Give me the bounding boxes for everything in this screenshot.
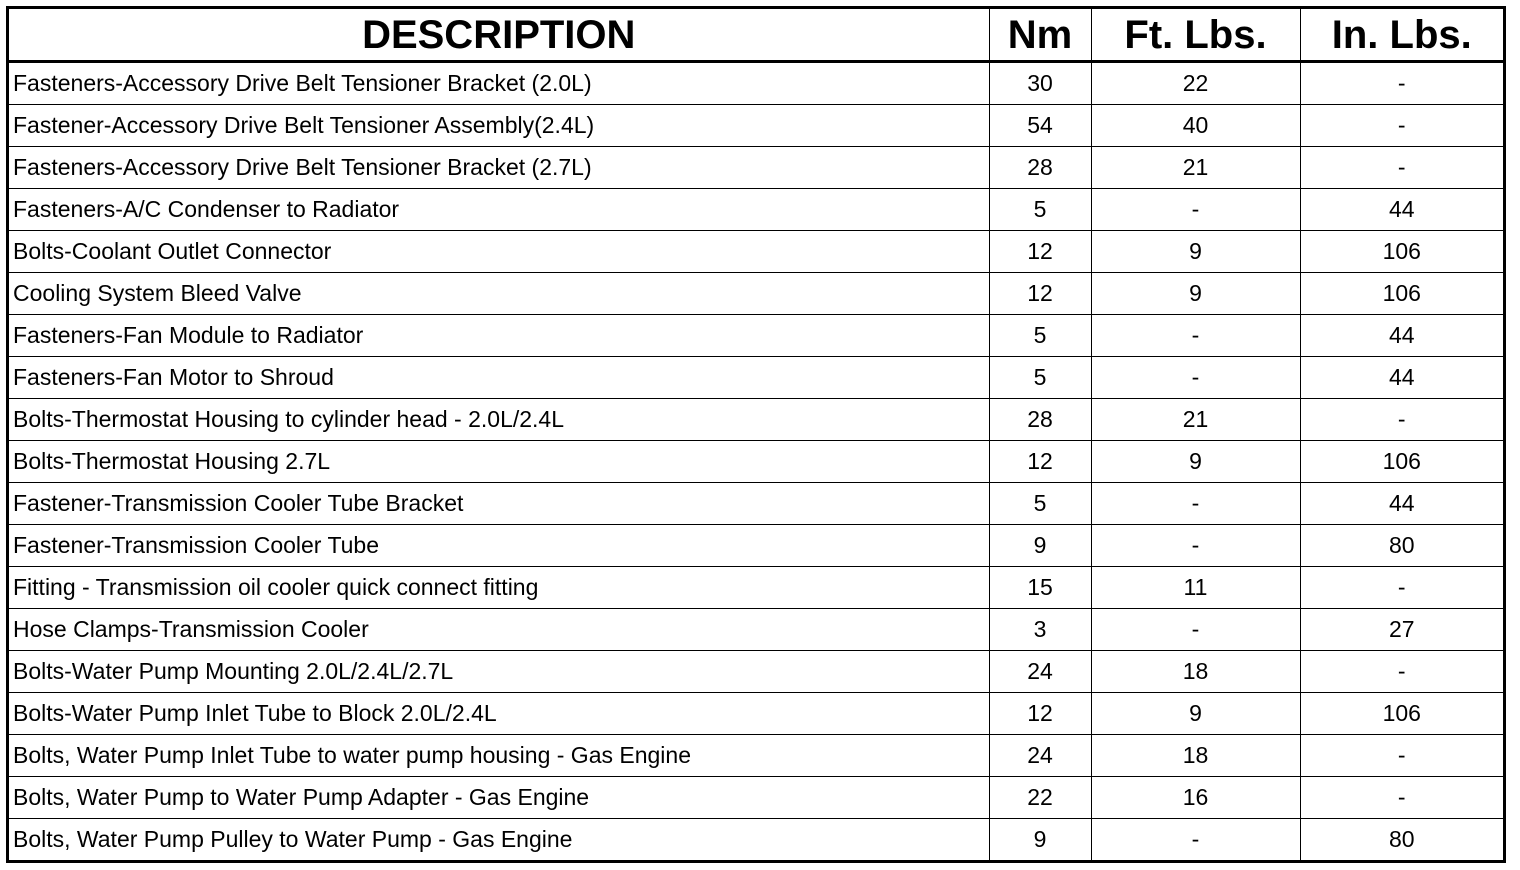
cell-in-lbs: 106 <box>1300 273 1503 315</box>
cell-ft-lbs: 9 <box>1091 273 1300 315</box>
table-row <box>9 609 1503 651</box>
cell-ft-lbs: - <box>1091 525 1300 567</box>
cell-nm: 5 <box>989 483 1091 525</box>
cell-nm: 54 <box>989 105 1091 147</box>
cell-ft-lbs: 11 <box>1091 567 1300 609</box>
table-row <box>9 189 1503 231</box>
cell-description: Fastener-Transmission Cooler Tube Bracket <box>9 483 989 525</box>
table-row <box>9 315 1503 357</box>
cell-nm: 5 <box>989 315 1091 357</box>
table-row <box>9 483 1503 525</box>
table-row <box>9 62 1503 105</box>
cell-description: Fitting - Transmission oil cooler quick connect fitting <box>9 567 989 609</box>
cell-in-lbs: 106 <box>1300 693 1503 735</box>
cell-description: Fastener-Transmission Cooler Tube <box>9 525 989 567</box>
cell-ft-lbs: 21 <box>1091 147 1300 189</box>
cell-ft-lbs: - <box>1091 189 1300 231</box>
cell-ft-lbs: 18 <box>1091 735 1300 777</box>
cell-ft-lbs: - <box>1091 819 1300 861</box>
header-in-lbs: In. Lbs. <box>1300 9 1503 62</box>
cell-description: Bolts-Water Pump Mounting 2.0L/2.4L/2.7L <box>9 651 989 693</box>
cell-nm: 24 <box>989 735 1091 777</box>
table-row <box>9 567 1503 609</box>
cell-in-lbs: 27 <box>1300 609 1503 651</box>
cell-nm: 12 <box>989 693 1091 735</box>
cell-nm: 12 <box>989 231 1091 273</box>
table-row <box>9 147 1503 189</box>
cell-description: Bolts-Thermostat Housing 2.7L <box>9 441 989 483</box>
cell-nm: 24 <box>989 651 1091 693</box>
cell-ft-lbs: - <box>1091 609 1300 651</box>
cell-in-lbs: 44 <box>1300 483 1503 525</box>
cell-description: Fasteners-Fan Motor to Shroud <box>9 357 989 399</box>
table-row <box>9 735 1503 777</box>
table-row <box>9 357 1503 399</box>
cell-nm: 9 <box>989 819 1091 861</box>
cell-in-lbs: - <box>1300 567 1503 609</box>
cell-in-lbs: - <box>1300 105 1503 147</box>
header-row <box>9 9 1503 62</box>
table-row <box>9 441 1503 483</box>
cell-nm: 15 <box>989 567 1091 609</box>
cell-ft-lbs: 18 <box>1091 651 1300 693</box>
cell-ft-lbs: 21 <box>1091 399 1300 441</box>
header-ft-lbs: Ft. Lbs. <box>1091 9 1300 62</box>
cell-ft-lbs: 9 <box>1091 231 1300 273</box>
cell-description: Hose Clamps-Transmission Cooler <box>9 609 989 651</box>
torque-spec-table <box>9 9 1503 860</box>
cell-ft-lbs: 9 <box>1091 441 1300 483</box>
cell-ft-lbs: - <box>1091 483 1300 525</box>
cell-in-lbs: 44 <box>1300 189 1503 231</box>
cell-in-lbs: - <box>1300 777 1503 819</box>
cell-in-lbs: - <box>1300 735 1503 777</box>
table-row <box>9 693 1503 735</box>
table-row <box>9 525 1503 567</box>
cell-description: Bolts-Coolant Outlet Connector <box>9 231 989 273</box>
cell-description: Fasteners-A/C Condenser to Radiator <box>9 189 989 231</box>
cell-description: Bolts-Water Pump Inlet Tube to Block 2.0L/2.4L <box>9 693 989 735</box>
header-description: DESCRIPTION <box>9 9 989 62</box>
cell-description: Bolts-Thermostat Housing to cylinder head - 2.0L/2.4L <box>9 399 989 441</box>
cell-ft-lbs: 16 <box>1091 777 1300 819</box>
cell-ft-lbs: 40 <box>1091 105 1300 147</box>
cell-nm: 9 <box>989 525 1091 567</box>
table-row <box>9 399 1503 441</box>
cell-in-lbs: 80 <box>1300 525 1503 567</box>
cell-nm: 12 <box>989 273 1091 315</box>
table-row <box>9 273 1503 315</box>
cell-description: Fastener-Accessory Drive Belt Tensioner Assembly(2.4L) <box>9 105 989 147</box>
cell-in-lbs: 80 <box>1388 826 1415 852</box>
cell-description: Bolts, Water Pump Pulley to Water Pump - Gas Engine <box>9 819 989 861</box>
cell-nm: 5 <box>989 189 1091 231</box>
table-body <box>9 62 1503 861</box>
cell-ft-lbs: - <box>1091 315 1300 357</box>
cell-in-lbs: 44 <box>1300 315 1503 357</box>
cell-ft-lbs: 22 <box>1091 62 1300 105</box>
cell-in-lbs: - <box>1300 651 1503 693</box>
cell-in-lbs: 106 <box>1300 231 1503 273</box>
torque-spec-sheet <box>6 6 1506 863</box>
cell-in-lbs: 106 <box>1300 441 1503 483</box>
cell-description: Fasteners-Fan Module to Radiator <box>9 315 989 357</box>
cell-in-lbs: - <box>1300 399 1503 441</box>
cell-ft-lbs: - <box>1091 357 1300 399</box>
cell-nm: 28 <box>989 399 1091 441</box>
cell-nm: 3 <box>989 609 1091 651</box>
cell-in-lbs: 44 <box>1300 357 1503 399</box>
table-row <box>9 231 1503 273</box>
cell-description: Fasteners-Accessory Drive Belt Tensioner Bracket (2.7L) <box>9 147 989 189</box>
cell-ft-lbs: 9 <box>1091 693 1300 735</box>
cell-nm: 28 <box>989 147 1091 189</box>
cell-description: Bolts, Water Pump to Water Pump Adapter - Gas Engine <box>9 777 989 819</box>
cell-in-lbs: - <box>1300 62 1503 105</box>
cell-description: Fasteners-Accessory Drive Belt Tensioner Bracket (2.0L) <box>9 62 989 105</box>
cell-nm: 22 <box>989 777 1091 819</box>
table-row <box>9 819 1503 861</box>
cell-description: Cooling System Bleed Valve <box>9 273 989 315</box>
header-nm: Nm <box>989 9 1091 62</box>
cell-nm: 30 <box>989 62 1091 105</box>
table-row <box>9 105 1503 147</box>
table-row <box>9 777 1503 819</box>
cell-nm: 5 <box>989 357 1091 399</box>
cell-nm: 12 <box>989 441 1091 483</box>
table-row <box>9 651 1503 693</box>
cell-description: Bolts, Water Pump Inlet Tube to water pump housing - Gas Engine <box>9 735 989 777</box>
cell-in-lbs: - <box>1300 147 1503 189</box>
